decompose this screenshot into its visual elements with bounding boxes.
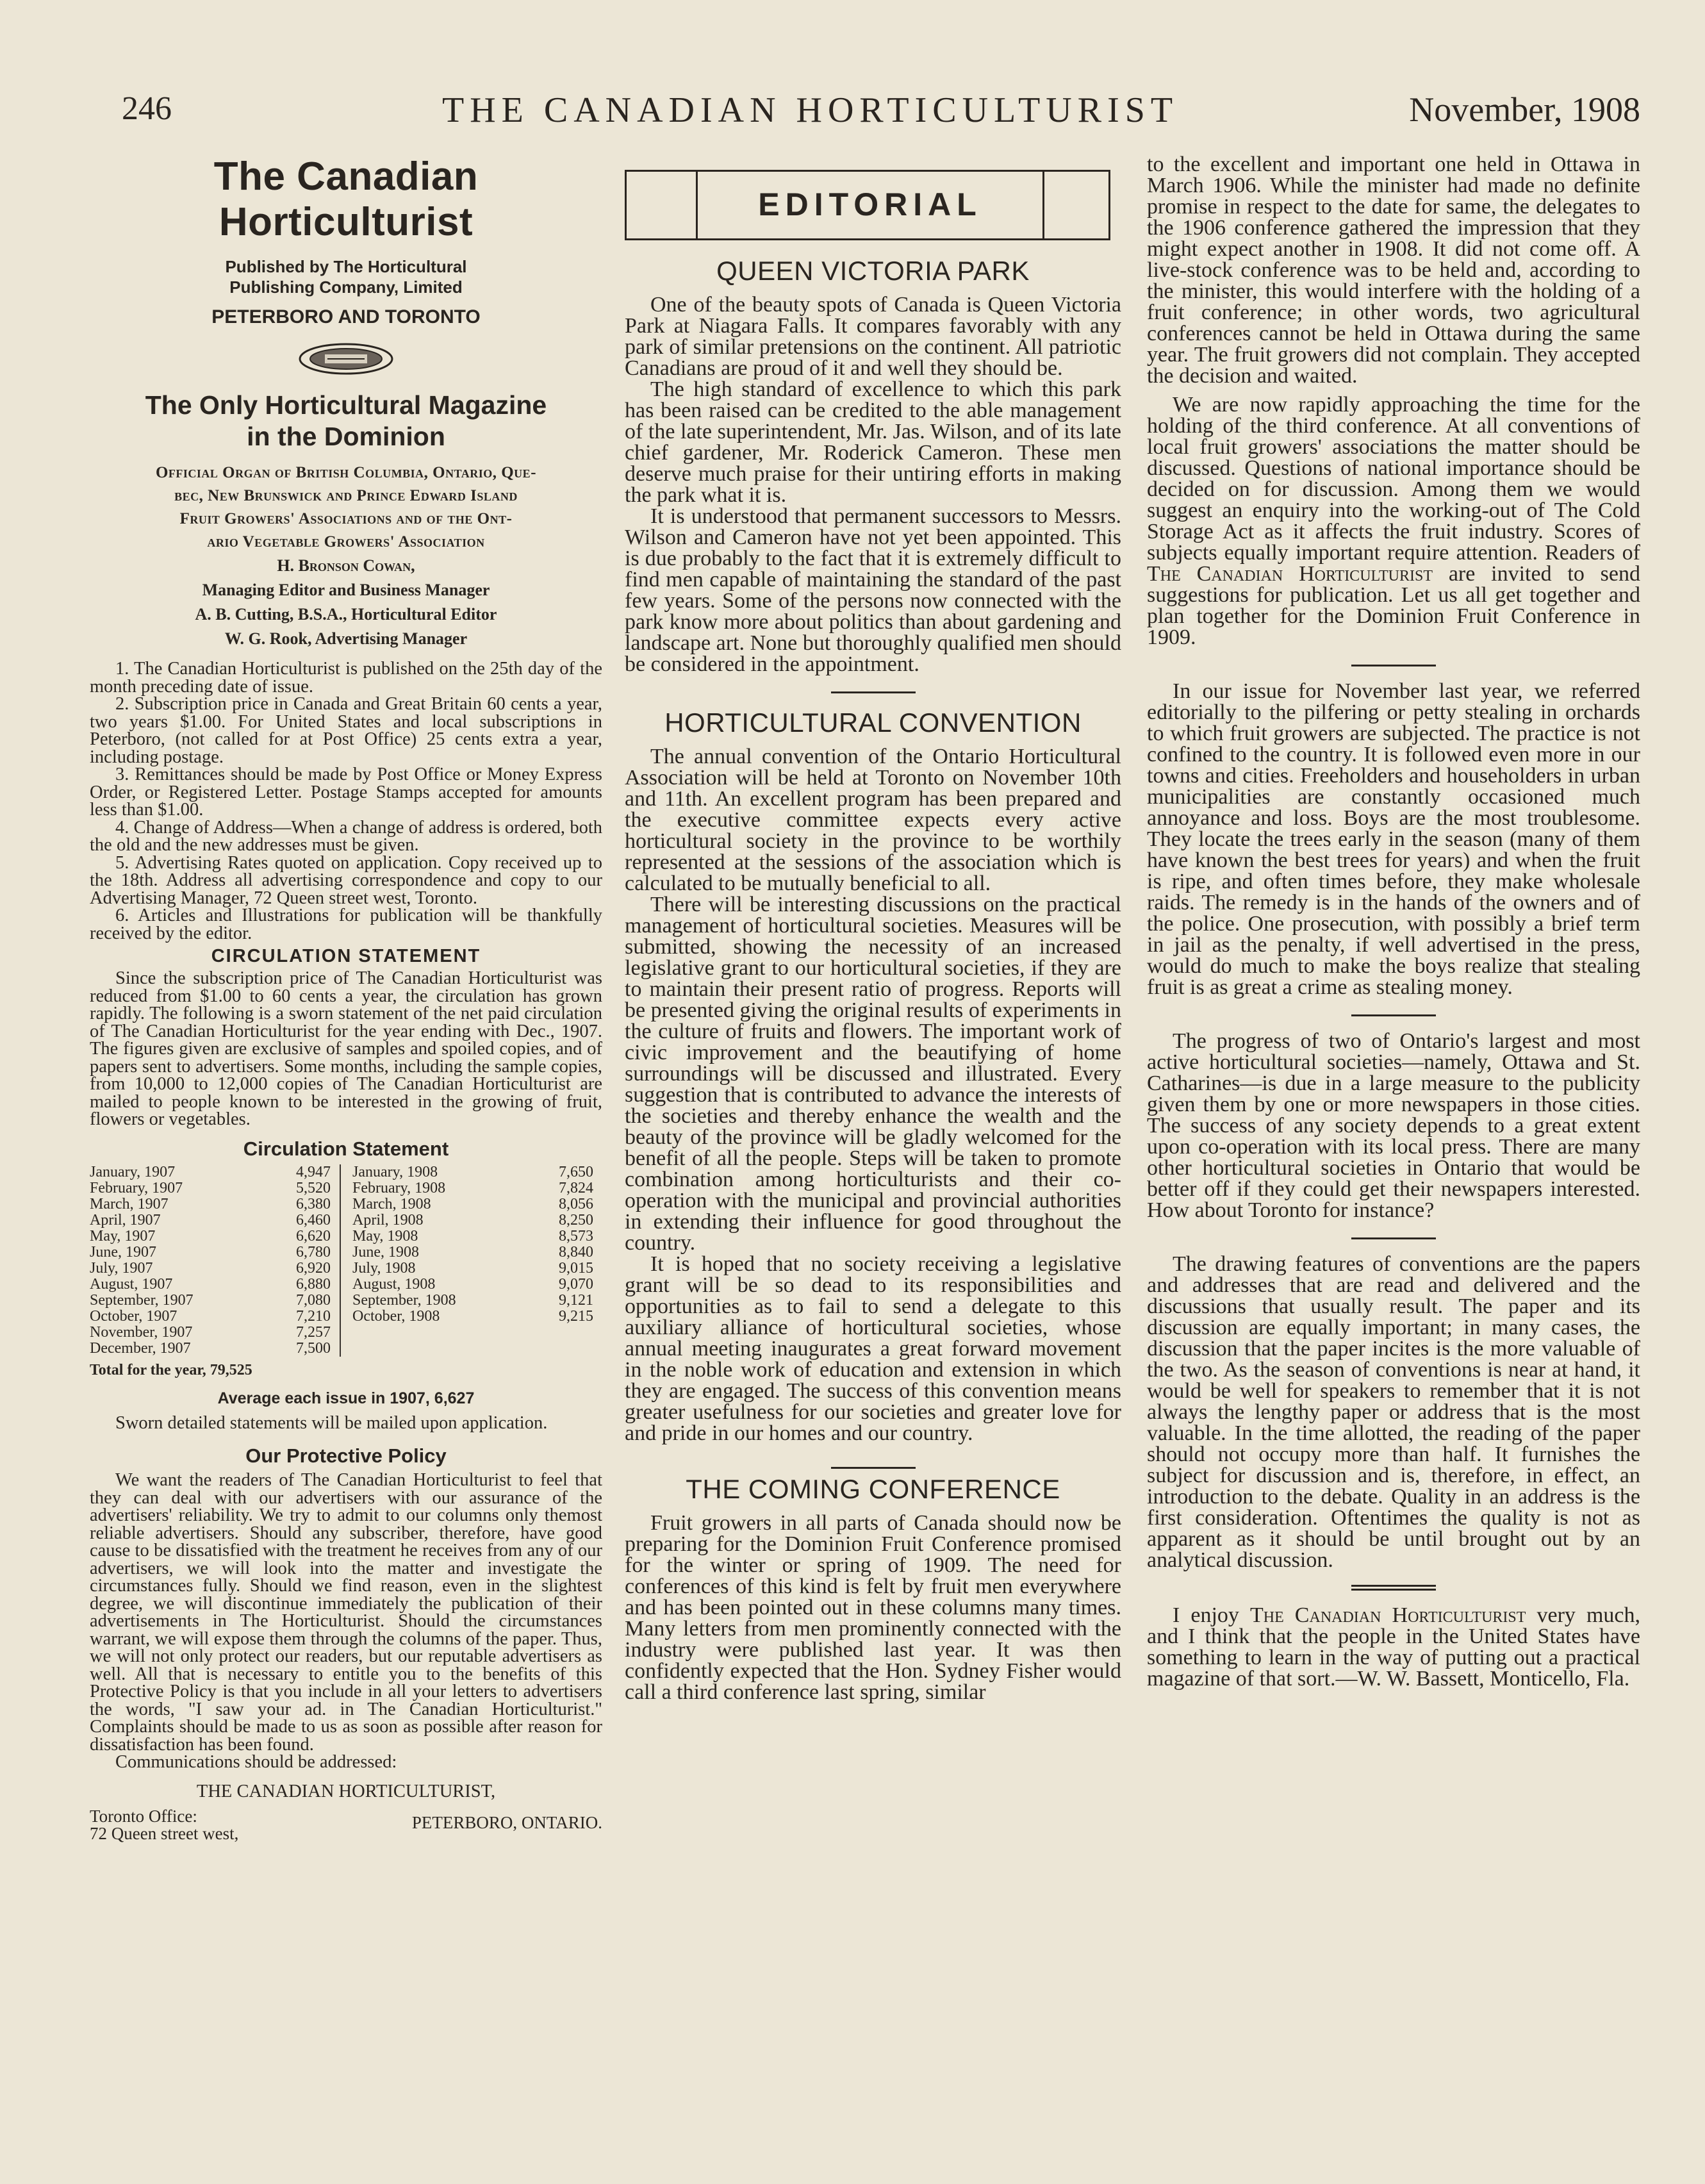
circulation-row: [90, 1212, 340, 1228]
official-organ-line: Fruit Growers' Associations and of the Ont-: [179, 510, 513, 527]
article-paragraph: One of the beauty spots of Canada is Queen Victoria Park at Niagara Falls. It compares favorably with any park of similar pretensions on the continent. All patriotic Canadians are proud of it and well they should be.: [625, 293, 1121, 380]
circulation-row: [352, 1309, 602, 1325]
journal-title: THE CANADIAN HORTICULTURIST: [442, 90, 1179, 130]
issue-date: November, 1908: [1409, 90, 1640, 129]
editorial-label: EDITORIAL: [758, 186, 982, 222]
article-paragraph: We are now rapidly approaching the time for the holding of the third conference. At all conventions of local fruit growers' associations the matter should be discussed. Questions of national importance should be decided on for discussion. Among them we would suggest an enquiry into the working-out of The Cold Storage Act as it affects the fruit industry. Scores of subjects equally important require attention. Readers of The Canadian Horticulturist are invited to send suggestions for publication. Let us all get together and plan together for the Dominion Fruit Conference in 1909.: [1147, 393, 1640, 649]
circulation-row: [90, 1196, 340, 1212]
article-paragraph: There will be interesting discussions on the practical management of horticultural societies. Measures will be submitted, showing the necessity of an increased legislative grant to our horticultural societies, if they are to maintain their present ratio of progress. Reports will be presented giving the original results of experiments in the culture of fruits and flowers. The important work of civic improvement and the beautifying of home surroundings will be discussed and illustrated. Every suggestion that is contributed to advance the interests of the societies and thereby enhance the wealth and the beauty of the province will be gladly welcomed for the benefit of all the people. Steps will be taken to promote combination among horticulturists and their co-operation with the municipal and provincial authorities in extending their influence for good throughout the country.: [625, 893, 1121, 1255]
circulation-month: October, 1908: [352, 1307, 440, 1325]
address-name: THE CANADIAN HORTICULTURIST,: [196, 1781, 496, 1801]
official-organ-line: bec, New Brunswick and Prince Edward Island: [174, 487, 518, 504]
reader-letter: I enjoy The Canadian Horticulturist very much, and I think that the people in the United States have something to learn in the way of putting out a practical magazine of that sort.—W. W. Bassett, Monticello, Fla.: [1147, 1603, 1641, 1691]
circulation-row: [352, 1180, 602, 1196]
circulation-count: 7,257: [296, 1323, 331, 1341]
section-divider: [1351, 1014, 1436, 1016]
circulation-row: [90, 1309, 340, 1325]
staff-line: Managing Editor and Business Manager: [202, 581, 490, 599]
circulation-month: August, 1907: [90, 1275, 173, 1293]
article-paragraph: to the excellent and important one held in Ottawa in March 1906. While the minister had made no definite promise in respect to the date for same, the delegates to the 1906 conference gathered the impression that they might expect another in 1908. It did not come off. A live-stock conference was to be held and, according to the minister, this would interfere with the holding of a fruit conference; in other words, two agricultural conferences cannot be held in Ottawa during the same year. The fruit growers did not complain. They accepted the decision and waited.: [1147, 153, 1640, 388]
circulation-count: 6,920: [296, 1259, 331, 1277]
circulation-table: [90, 1164, 602, 1357]
terms-item: 2. Subscription price in Canada and Great Britain 60 cents a year, two years $1.00. For United States and local subscriptions in Peterboro, (not called for at Post Office) 25 cents extra a year, including postage.: [90, 694, 602, 767]
circulation-table-heading: Circulation Statement: [243, 1137, 449, 1160]
circulation-row: [90, 1325, 340, 1341]
article-heading: QUEEN VICTORIA PARK: [716, 256, 1030, 286]
article-paragraph: In our issue for November last year, we referred editorially to the pilfering or petty stealing in orchards to which fruit growers are subjected. The practice is not confined to the country. It is followed even more in our towns and cities. Freeholders and householders in urban municipalities are constantly occasioned much annoyance and loss. Boys are the most troublesome. They locate the trees early in the season (many of them have known the best trees for years) and when the fruit is ripe, and often times before, they make wholesale raids. The remedy is in the hands of the owners and of the police. One prosecution, with possibly a brief term in jail as the penalty, if well advertised in the press, would do much to make the boys realize that stealing fruit is as great a crime as stealing money.: [1147, 679, 1640, 999]
terms-item: 1. The Canadian Horticulturist is published on the 25th day of the month preceding date of issue.: [90, 659, 602, 697]
circulation-month: March, 1908: [352, 1195, 431, 1212]
circulation-row: [90, 1164, 340, 1180]
official-organ-line: Official Organ of British Columbia, Ontario, Que-: [155, 464, 537, 481]
peterboro-address: PETERBORO, ONTARIO.: [411, 1813, 602, 1832]
tagline: The Only Horticultural Magazine: [145, 390, 547, 420]
circulation-month: March, 1907: [90, 1195, 169, 1212]
circulation-count: 6,880: [296, 1275, 331, 1293]
circulation-row: [352, 1212, 602, 1228]
circulation-month: April, 1907: [90, 1211, 161, 1228]
circulation-month: August, 1908: [352, 1275, 436, 1293]
circulation-month: October, 1907: [90, 1307, 177, 1325]
staff-line: W. G. Rook, Advertising Manager: [224, 629, 468, 648]
circulation-average: Average each issue in 1907, 6,627: [217, 1389, 475, 1407]
section-divider: [1351, 1237, 1436, 1239]
circulation-month: July, 1907: [90, 1259, 153, 1277]
union-label-emblem: [298, 342, 394, 376]
circulation-count: 9,070: [559, 1275, 593, 1293]
circulation-month: June, 1907: [90, 1243, 156, 1261]
circulation-column-1907: [90, 1164, 340, 1357]
sworn-statement: Sworn detailed statements will be mailed upon application.: [115, 1412, 548, 1433]
circulation-row: [352, 1277, 602, 1293]
circulation-row: [352, 1245, 602, 1261]
address-block: [90, 1808, 602, 1842]
circulation-row: [352, 1196, 602, 1212]
circulation-row: [90, 1180, 340, 1196]
circulation-count: 6,780: [296, 1243, 331, 1261]
terms-list: [90, 660, 602, 942]
circulation-count: 7,824: [559, 1179, 593, 1196]
circulation-count: 4,947: [296, 1163, 331, 1180]
circulation-count: 7,500: [296, 1339, 331, 1357]
address-intro: Communications should be addressed:: [115, 1752, 397, 1772]
circulation-heading: CIRCULATION STATEMENT: [211, 946, 481, 966]
circulation-row: [90, 1261, 340, 1277]
circulation-row: [90, 1293, 340, 1309]
circulation-count: 8,840: [559, 1243, 593, 1261]
toronto-street: 72 Queen street west,: [90, 1824, 239, 1843]
circulation-count: 6,620: [296, 1227, 331, 1245]
publisher-cities: PETERBORO AND TORONTO: [211, 306, 481, 327]
circulation-month: July, 1908: [352, 1259, 416, 1277]
article-heading: HORTICULTURAL CONVENTION: [664, 707, 1082, 738]
circulation-month: May, 1908: [352, 1227, 418, 1245]
section-divider: [831, 1467, 916, 1469]
circulation-month: January, 1907: [90, 1163, 176, 1180]
article-paragraph: Fruit growers in all parts of Canada should now be preparing for the Dominion Fruit Conference promised for the winter or spring of 1909. The need for conferences of this kind is felt by fruit men everywhere and has been pointed out in these columns many times. Many letters from men prominently connected with the industry were published last year. It was then confidently expected that the Hon. Sydney Fisher would call a third conference last spring, similar: [625, 1511, 1121, 1704]
masthead-title: The Canadian Horticulturist: [213, 154, 479, 244]
staff-line: A. B. Cutting, B.S.A., Horticultural Editor: [195, 605, 497, 624]
circulation-text: Since the subscription price of The Canadian Horticulturist was reduced from $1.00 to 60 cents a year, the circulation has grown rapidly. The following is a sworn statement of the net paid circulation of The Canadian Horticulturist for the year ending with Dec., 1907. The figures given are exclusive of samples and spoiled copies, and of papers sent to advertisers. Some months, including the sample copies, from 10,000 to 12,000 copies of The Canadian Horticulturist are mailed to people known to be interested in the growing of fruit, flowers or vegetables.: [90, 968, 602, 1129]
page-number: 246: [122, 90, 172, 127]
circulation-month: November, 1907: [90, 1323, 193, 1341]
circulation-row: [90, 1341, 340, 1357]
official-organ-line: ario Vegetable Growers' Association: [207, 533, 485, 550]
toronto-office-label: Toronto Office:: [90, 1807, 197, 1826]
circulation-row: [90, 1245, 340, 1261]
article-paragraph: The high standard of excellence to which this park has been raised can be credited to the able management of the late superintendent, Mr. Jas. Wilson, and of its late chief gardener, Mr. Roderick Cameron. These men deserve much praise for their untiring efforts in making the park what it is.: [625, 377, 1121, 507]
circulation-count: 5,520: [296, 1179, 331, 1196]
circulation-total: Total for the year, 79,525: [90, 1361, 252, 1378]
circulation-row: [352, 1293, 602, 1309]
circulation-month: September, 1907: [90, 1291, 194, 1309]
circulation-count: 6,380: [296, 1195, 331, 1212]
article-paragraph: The progress of two of Ontario's largest and most active horticultural societies—namely, Ottawa and St. Catharines—is due in a large measure to the publicity given them by one or more newspapers in those cities. The success of any society depends to a great extent upon co-operation with its local press. There are many other horticultural societies in Ontario that would be better off if they could get their newspapers interested. How about Toronto for instance?: [1147, 1029, 1640, 1222]
running-head: [122, 90, 1640, 141]
section-divider: [1351, 665, 1436, 666]
circulation-count: 7,080: [296, 1291, 331, 1309]
policy-heading: Our Protective Policy: [245, 1444, 447, 1467]
article-heading: THE COMING CONFERENCE: [686, 1474, 1060, 1504]
staff-line: H. Bronson Cowan,: [277, 556, 415, 575]
circulation-row: [352, 1164, 602, 1180]
circulation-column-1908: [340, 1164, 602, 1357]
article-paragraph: It is hoped that no society receiving a legislative grant will be so dead to its responsibilities and opportunities as to fail to send a delegate to this auxiliary alliance of horticultural societies, whose annual meeting inaugurates a great forward movement in the noble work of education and extension in which they are engaged. The success of this convention means greater usefulness for our societies and greater love for and pride in our homes and our country.: [625, 1252, 1121, 1445]
editorial-column: [625, 154, 1121, 1703]
circulation-row: [90, 1277, 340, 1293]
circulation-count: 7,650: [559, 1163, 593, 1180]
article-paragraph: It is understood that permanent successors to Messrs. Wilson and Cameron have not yet been appointed. This is due probably to the fact that it is extremely difficult to find men capable of maintaining the standard of the past few years. Some of the persons now connected with the park know more about politics than about gardening and landscape art. None but thoroughly qualified men should be considered in the appointment.: [625, 504, 1121, 676]
circulation-month: June, 1908: [352, 1243, 419, 1261]
article-paragraph: The annual convention of the Ontario Horticultural Association will be held at Toronto on November 10th and 11th. An excellent program has been prepared and the executive committee expects every active horticultural society in the province to be worthily represented at the sessions of the association which is calculated to be mutually beneficial to all.: [625, 745, 1121, 895]
terms-item: 5. Advertising Rates quoted on application. Copy received up to the 18th. Address all advertising correspondence and copy to our Advertising Manager, 72 Queen street west, Toronto.: [90, 852, 602, 908]
publisher-line: Publishing Company, Limited: [229, 277, 463, 297]
circulation-count: 9,215: [559, 1307, 593, 1325]
terms-item: 6. Articles and Illustrations for publication will be thankfully received by the editor.: [90, 906, 602, 943]
circulation-month: January, 1908: [352, 1163, 438, 1180]
publisher-line: Published by The Horticultural: [225, 257, 467, 276]
circulation-month: February, 1907: [90, 1179, 183, 1196]
terms-item: 4. Change of Address—When a change of address is ordered, both the old and the new addresses must be given.: [90, 817, 602, 855]
circulation-month: April, 1908: [352, 1211, 424, 1228]
section-divider: [1351, 1585, 1436, 1591]
policy-text: We want the readers of The Canadian Horticulturist to feel that they can deal with our advertisers with our assurance of the advertisers' reliability. We try to admit to our columns only themost reliable advertisers. Should any subscriber, therefore, have good cause to be dissatisfied with the treatment he receives from any of our advertisers, we will look into the matter and investigate the circumstances fully. Should we find reason, even in the slightest degree, we will discontinue immediately the publication of their advertisements in The Horticulturist. Should the circumstances warrant, we will expose them through the columns of the paper. Thus, we will not only protect our readers, but our reputable advertisers as well. All that is necessary to entitle you to the benefits of this Protective Policy is that you include in all your letters to advertisers the words, "I saw your ad. in The Canadian Horticulturist." Complaints should be made to us as soon as possible after reason for dissatisfaction has been found.: [90, 1470, 602, 1755]
circulation-count: 8,573: [559, 1227, 593, 1245]
circulation-row: [352, 1228, 602, 1245]
masthead-column: [90, 154, 602, 1842]
article-paragraph: The drawing features of conventions are the papers and addresses that are read and delivered and the discussions that usually result. The paper and its discussion are equally important; in many cases, the discussion that the paper incites is the more valuable of the two. As the season of conventions is near at hand, it would be well for speakers to remember that it is not always the lengthy paper or address that is the most valuable. In the time allotted, the reading of the paper should not occupy more than half. It furnishes the subject for discussion and is, therefore, in effect, an introduction to the debate. Quality in an address is the first consideration. Oftentimes the quality is not as apparent as it should be until brought out by an analytical discussion.: [1147, 1252, 1640, 1572]
editorial-banner: [625, 170, 1110, 240]
circulation-month: February, 1908: [352, 1179, 446, 1196]
circulation-month: September, 1908: [352, 1291, 456, 1309]
section-divider: [831, 691, 916, 693]
circulation-count: 6,460: [296, 1211, 331, 1228]
circulation-count: 7,210: [296, 1307, 331, 1325]
circulation-row: [90, 1228, 340, 1245]
circulation-count: 8,056: [559, 1195, 593, 1212]
circulation-row: [352, 1261, 602, 1277]
tagline: in the Dominion: [247, 422, 445, 451]
terms-item: 3. Remittances should be made by Post Office or Money Express Order, or Registered Letter. Postage Stamps accepted for amounts less than $1.00.: [90, 765, 602, 820]
circulation-count: 9,015: [559, 1259, 593, 1277]
circulation-count: 8,250: [559, 1211, 593, 1228]
circulation-month: May, 1907: [90, 1227, 156, 1245]
circulation-month: December, 1907: [90, 1339, 191, 1357]
editorial-column-continued: [1147, 154, 1640, 1689]
circulation-count: 9,121: [559, 1291, 593, 1309]
